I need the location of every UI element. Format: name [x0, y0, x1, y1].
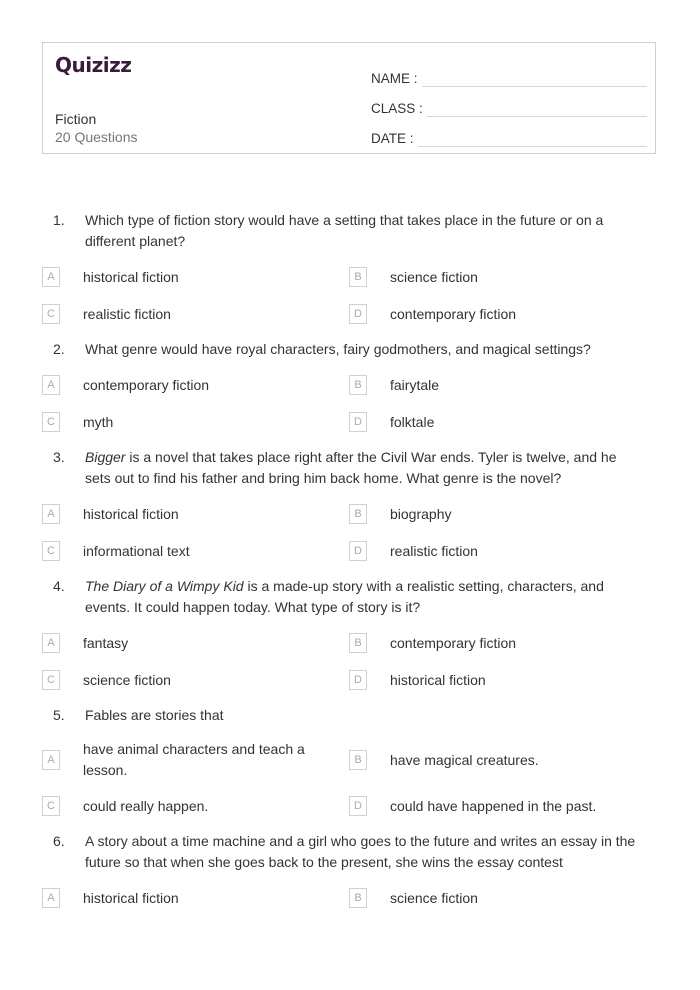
- option-letter-box: D: [349, 796, 367, 816]
- question-2: [0, 339, 700, 447]
- question-number: 6.: [53, 833, 65, 849]
- question-text: A story about a time machine and a girl who goes to the future and writes an essay in the future so that when she goes back to the present, she wins the essay contest: [85, 833, 636, 870]
- option-text: science fiction: [83, 671, 171, 688]
- question-text: Which type of fiction story would have a setting that takes place in the future or on a different planet?: [85, 212, 604, 249]
- question-number: 1.: [53, 212, 65, 228]
- option-text: informational text: [83, 542, 190, 559]
- name-label: NAME :: [371, 71, 418, 86]
- option-letter-box: C: [42, 796, 60, 816]
- answer-option[interactable]: [42, 539, 349, 563]
- option-letter-box: B: [349, 504, 367, 524]
- option-text: fairytale: [390, 376, 440, 393]
- option-letter-box: A: [42, 750, 60, 770]
- option-text: myth: [83, 413, 114, 430]
- option-text: historical fiction: [83, 505, 179, 522]
- option-letter-box: D: [349, 304, 367, 324]
- question-number: 4.: [53, 578, 65, 594]
- question-text: Fables are stories that: [85, 707, 224, 723]
- answer-option[interactable]: [42, 886, 349, 910]
- question-list: [0, 210, 700, 923]
- option-letter-box: B: [349, 375, 367, 395]
- option-text: contemporary fiction: [390, 305, 517, 322]
- option-text: science fiction: [390, 268, 478, 285]
- option-text: science fiction: [390, 889, 478, 906]
- answer-option[interactable]: [42, 410, 349, 434]
- name-line: [422, 68, 647, 87]
- option-text: historical fiction: [390, 671, 486, 688]
- answer-option[interactable]: [349, 302, 656, 326]
- answer-option[interactable]: [349, 739, 656, 781]
- option-letter-box: A: [42, 633, 60, 653]
- option-letter-box: C: [42, 304, 60, 324]
- question-6: [0, 831, 700, 923]
- option-letter-box: A: [42, 375, 60, 395]
- book-title: The Diary of a Wimpy Kid: [85, 578, 244, 594]
- answer-option[interactable]: [349, 794, 656, 818]
- question-text: is a made-up story with a realistic setting, characters, and events. It could happen today. What type of story is it?: [85, 578, 604, 615]
- question-number: 5.: [53, 707, 65, 723]
- option-letter-box: A: [42, 888, 60, 908]
- option-text: biography: [390, 505, 452, 522]
- option-letter-box: A: [42, 267, 60, 287]
- question-count: 20 Questions: [55, 129, 138, 145]
- option-letter-box: A: [42, 504, 60, 524]
- answer-option[interactable]: [42, 265, 349, 289]
- question-text: What genre would have royal characters, fairy godmothers, and magical settings?: [85, 341, 591, 357]
- worksheet-header: [42, 42, 656, 154]
- answer-option[interactable]: [349, 668, 656, 692]
- question-stem: [0, 576, 700, 618]
- answer-options: [0, 886, 700, 923]
- class-field-row: [371, 89, 647, 119]
- option-letter-box: C: [42, 412, 60, 432]
- option-letter-box: C: [42, 670, 60, 690]
- answer-option[interactable]: [349, 373, 656, 397]
- option-text: realistic fiction: [390, 542, 478, 559]
- class-label: CLASS :: [371, 101, 423, 116]
- answer-option[interactable]: [349, 539, 656, 563]
- question-stem: [0, 210, 700, 252]
- option-text: realistic fiction: [83, 305, 171, 322]
- option-letter-box: D: [349, 670, 367, 690]
- answer-option[interactable]: [42, 373, 349, 397]
- worksheet-title: Fiction: [55, 111, 97, 127]
- option-letter-box: B: [349, 888, 367, 908]
- option-letter-box: C: [42, 541, 60, 561]
- class-line: [427, 98, 647, 117]
- question-5: [0, 705, 700, 831]
- option-letter-box: D: [349, 541, 367, 561]
- option-text: historical fiction: [83, 268, 179, 285]
- answer-option[interactable]: [42, 302, 349, 326]
- option-text: have magical creatures.: [390, 751, 539, 768]
- option-text: have animal characters and teach a lesson.: [83, 741, 305, 778]
- option-text: could really happen.: [83, 797, 209, 814]
- date-field-row: [371, 119, 647, 149]
- answer-option[interactable]: [349, 886, 656, 910]
- option-letter-box: B: [349, 633, 367, 653]
- question-4: [0, 576, 700, 705]
- answer-options: [0, 373, 700, 447]
- question-number: 3.: [53, 449, 65, 465]
- answer-option[interactable]: [349, 410, 656, 434]
- option-text: historical fiction: [83, 889, 179, 906]
- answer-options: [0, 265, 700, 339]
- question-text: is a novel that takes place right after the Civil War ends. Tyler is twelve, and he sets out to find his father and bring him back home. What genre is the novel?: [85, 449, 617, 486]
- answer-option[interactable]: [42, 502, 349, 526]
- answer-option[interactable]: [42, 668, 349, 692]
- quizizz-logo: Quizizz: [55, 53, 132, 77]
- option-text: contemporary fiction: [390, 634, 517, 651]
- date-label: DATE :: [371, 131, 414, 146]
- answer-option[interactable]: [349, 502, 656, 526]
- answer-options: [0, 631, 700, 705]
- option-text: fantasy: [83, 634, 129, 651]
- question-stem: [0, 447, 700, 489]
- question-stem: [0, 339, 700, 360]
- option-letter-box: D: [349, 412, 367, 432]
- question-stem: [0, 831, 700, 873]
- answer-option[interactable]: [349, 265, 656, 289]
- option-text: folktale: [390, 413, 435, 430]
- answer-option[interactable]: [42, 739, 349, 781]
- date-line: [418, 128, 647, 147]
- answer-options: [0, 739, 700, 831]
- option-letter-box: B: [349, 750, 367, 770]
- option-letter-box: B: [349, 267, 367, 287]
- answer-options: [0, 502, 700, 576]
- question-stem: [0, 705, 700, 726]
- question-1: [0, 210, 700, 339]
- answer-option[interactable]: [349, 631, 656, 655]
- question-3: [0, 447, 700, 576]
- name-field-row: [371, 59, 647, 89]
- book-title: Bigger: [85, 449, 126, 465]
- question-number: 2.: [53, 341, 65, 357]
- answer-option[interactable]: [42, 794, 349, 818]
- student-info-fields: [371, 59, 647, 149]
- option-text: contemporary fiction: [83, 376, 210, 393]
- option-text: could have happened in the past.: [390, 797, 597, 814]
- answer-option[interactable]: [42, 631, 349, 655]
